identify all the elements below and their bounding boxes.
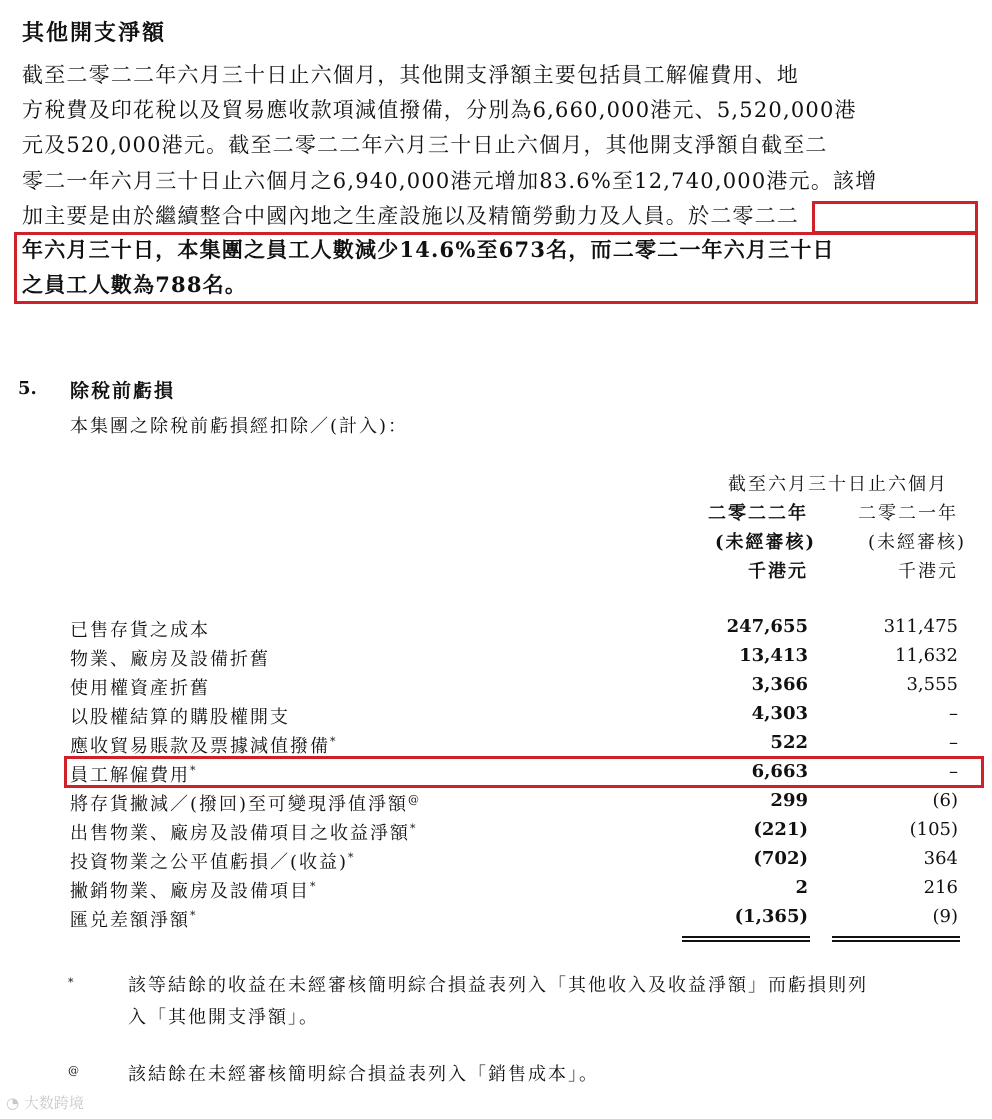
- watermark-logo: [6, 1092, 84, 1113]
- paragraph-line-6: 年六月三十日，本集團之員工人數減少14.6%至673名，而二零二一年六月三十日: [22, 237, 835, 262]
- row-value-2021: (6): [932, 790, 958, 811]
- paragraph-line-1: 截至二零二二年六月三十日止六個月，其他開支淨額主要包括員工解僱費用、地: [22, 63, 799, 87]
- col1-audit: (未經審核): [714, 532, 816, 553]
- row-label: 匯兑差額淨額*: [70, 909, 198, 931]
- row-value-2021: –: [949, 732, 958, 753]
- row-value-2022: 13,413: [739, 645, 808, 666]
- footnote-mark: @: [68, 1064, 79, 1077]
- row-value-2022: (1,365): [734, 906, 808, 927]
- section-intro: 本集團之除稅前虧損經扣除／(計入)：: [70, 416, 409, 437]
- row-value-2021: 216: [923, 877, 958, 898]
- col2-year: 二零二一年: [858, 503, 958, 524]
- footnote-mark: *: [68, 976, 74, 989]
- row-value-2022: (221): [753, 819, 808, 840]
- watermark-icon: ◔: [6, 1094, 20, 1112]
- section-heading: 其他開支淨額: [22, 20, 167, 46]
- row-label: 出售物業、廠房及設備項目之收益淨額*: [70, 822, 418, 844]
- period-header: 截至六月三十日止六個月: [728, 474, 948, 495]
- highlight-box-employee-count: [14, 232, 978, 304]
- paragraph-line-2: 方稅費及印花稅以及貿易應收款項減值撥備，分別為6,660,000港元、5,520,000港: [22, 98, 857, 122]
- total-double-underline-2022: [682, 936, 810, 942]
- row-value-2021: (105): [909, 819, 958, 840]
- row-value-2022: 522: [770, 732, 808, 753]
- row-value-2021: 3,555: [906, 674, 958, 695]
- row-label: 將存貨撇減／(撥回)至可變現淨值淨額@: [70, 793, 422, 815]
- row-value-2021: 11,632: [895, 645, 958, 666]
- paragraph-line-5: 加主要是由於繼續整合中國內地之生產設施以及精簡勞動力及人員。於二零二二: [22, 204, 799, 228]
- paragraph-line-7: 之員工人數為788名。: [22, 272, 248, 297]
- watermark-text: 大数跨境: [23, 1094, 84, 1112]
- footnote-line: 入「其他開支淨額」。: [128, 1007, 319, 1028]
- row-label: 物業、廠房及設備折舊: [70, 649, 270, 670]
- row-value-2021: (9): [932, 906, 958, 927]
- highlight-box-severance-row: [64, 756, 984, 788]
- section-number: 5.: [18, 378, 37, 399]
- footnote-line: 該等結餘的收益在未經審核簡明綜合損益表列入「其他收入及收益淨額」而虧損則列: [128, 975, 868, 996]
- row-value-2022: 299: [770, 790, 808, 811]
- footnote-line: 該結餘在未經審核簡明綜合損益表列入「銷售成本」。: [128, 1064, 599, 1085]
- row-label: 投資物業之公平值虧損／(收益)*: [70, 851, 356, 873]
- paragraph-line-3: 元及520,000港元。截至二零二二年六月三十日止六個月，其他開支淨額自截至二: [22, 133, 828, 157]
- row-value-2021: –: [949, 703, 958, 724]
- row-label: 使用權資產折舊: [70, 678, 210, 699]
- col1-unit: 千港元: [748, 561, 808, 582]
- row-value-2022: 2: [795, 877, 808, 898]
- row-label: 以股權結算的購股權開支: [70, 707, 290, 728]
- col1-year: 二零二二年: [708, 503, 808, 524]
- row-value-2021: 311,475: [883, 616, 958, 637]
- row-value-2022: 4,303: [751, 703, 808, 724]
- row-value-2022: (702): [753, 848, 808, 869]
- row-label: 員工解僱費用*: [70, 764, 198, 786]
- row-value-2021: 364: [923, 848, 958, 869]
- col2-unit: 千港元: [898, 561, 958, 582]
- highlight-box-sentence-start: [812, 201, 978, 234]
- row-label: 應收貿易賬款及票據減值撥備*: [70, 735, 338, 757]
- paragraph-line-4: 零二一年六月三十日止六個月之6,940,000港元增加83.6%至12,740,000港元。該增: [22, 169, 878, 193]
- row-value-2022: 3,366: [751, 674, 808, 695]
- col2-audit: (未經審核): [867, 532, 966, 553]
- row-value-2022: 247,655: [726, 616, 808, 637]
- row-value-2022: 6,663: [751, 761, 808, 782]
- row-label: 已售存貨之成本: [70, 620, 210, 641]
- row-label: 撇銷物業、廠房及設備項目*: [70, 880, 318, 902]
- row-value-2021: –: [949, 761, 958, 782]
- total-double-underline-2021: [832, 936, 960, 942]
- section-title: 除稅前虧損: [70, 380, 176, 402]
